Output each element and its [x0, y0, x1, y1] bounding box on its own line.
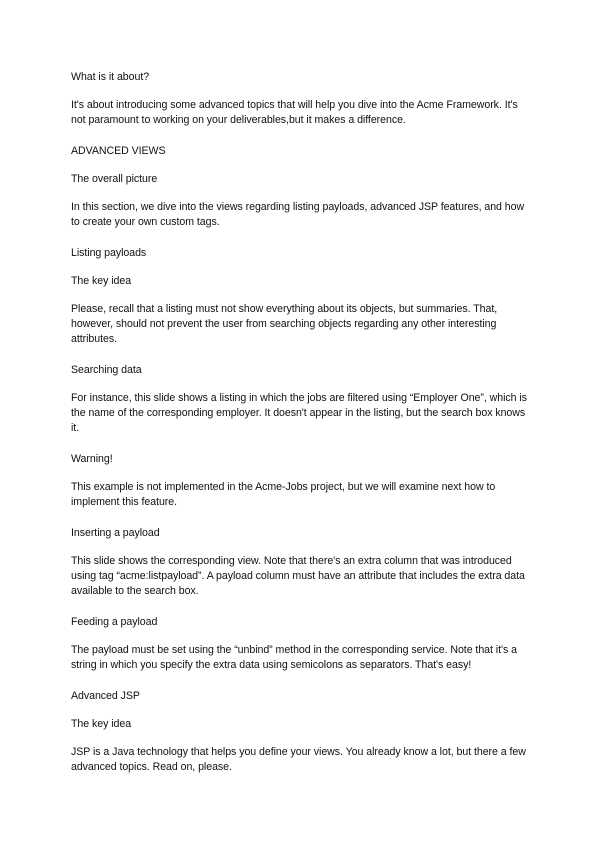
inserting-paragraph: This slide shows the corresponding view. Note that there's an extra column that was introduced using tag “acme:listpayload”. A payload column must have an attribute that includes the extra data available to the search box. — [71, 555, 525, 597]
intro-paragraph: It's about introducing some advanced topics that will help you dive into the Acme Framework. It's not paramount to working on your deliverables,but it makes a difference. — [71, 99, 518, 126]
section-title: ADVANCED VIEWS — [71, 145, 166, 157]
warning-heading: Warning! — [71, 453, 113, 465]
advanced-jsp-heading: Advanced JSP — [71, 690, 140, 702]
feeding-paragraph: The payload must be set using the “unbind” method in the corresponding service. Note that it's a string in which you specify the extra data using semicolons as separators. That's easy! — [71, 644, 517, 671]
feeding-heading: Feeding a payload — [71, 616, 158, 628]
warning-paragraph: This example is not implemented in the Acme-Jobs project, but we will examine next how to implement this feature. — [71, 481, 496, 508]
overall-paragraph: In this section, we dive into the views regarding listing payloads, advanced JSP features, and how to create your own custom tags. — [71, 201, 525, 228]
searching-paragraph: For instance, this slide shows a listing in which the jobs are filtered using “Employer One”, which is the name of the corresponding employer. It doesn't appear in the listing, but the search box knows it. — [71, 392, 527, 434]
jsp-key-idea-paragraph: JSP is a Java technology that helps you define your views. You already know a lot, but there a few advanced topics. Read on, please. — [71, 746, 526, 773]
jsp-key-idea-heading: The key idea — [71, 718, 132, 730]
overall-heading: The overall picture — [71, 173, 158, 185]
intro-heading: What is it about? — [71, 71, 150, 83]
listing-heading: Listing payloads — [71, 247, 147, 259]
key-idea-heading: The key idea — [71, 275, 132, 287]
key-idea-paragraph: Please, recall that a listing must not show everything about its objects, but summaries. That, however, should not prevent the user from searching objects regarding any other interesting attributes. — [71, 303, 498, 345]
inserting-heading: Inserting a payload — [71, 527, 160, 539]
searching-heading: Searching data — [71, 364, 142, 376]
